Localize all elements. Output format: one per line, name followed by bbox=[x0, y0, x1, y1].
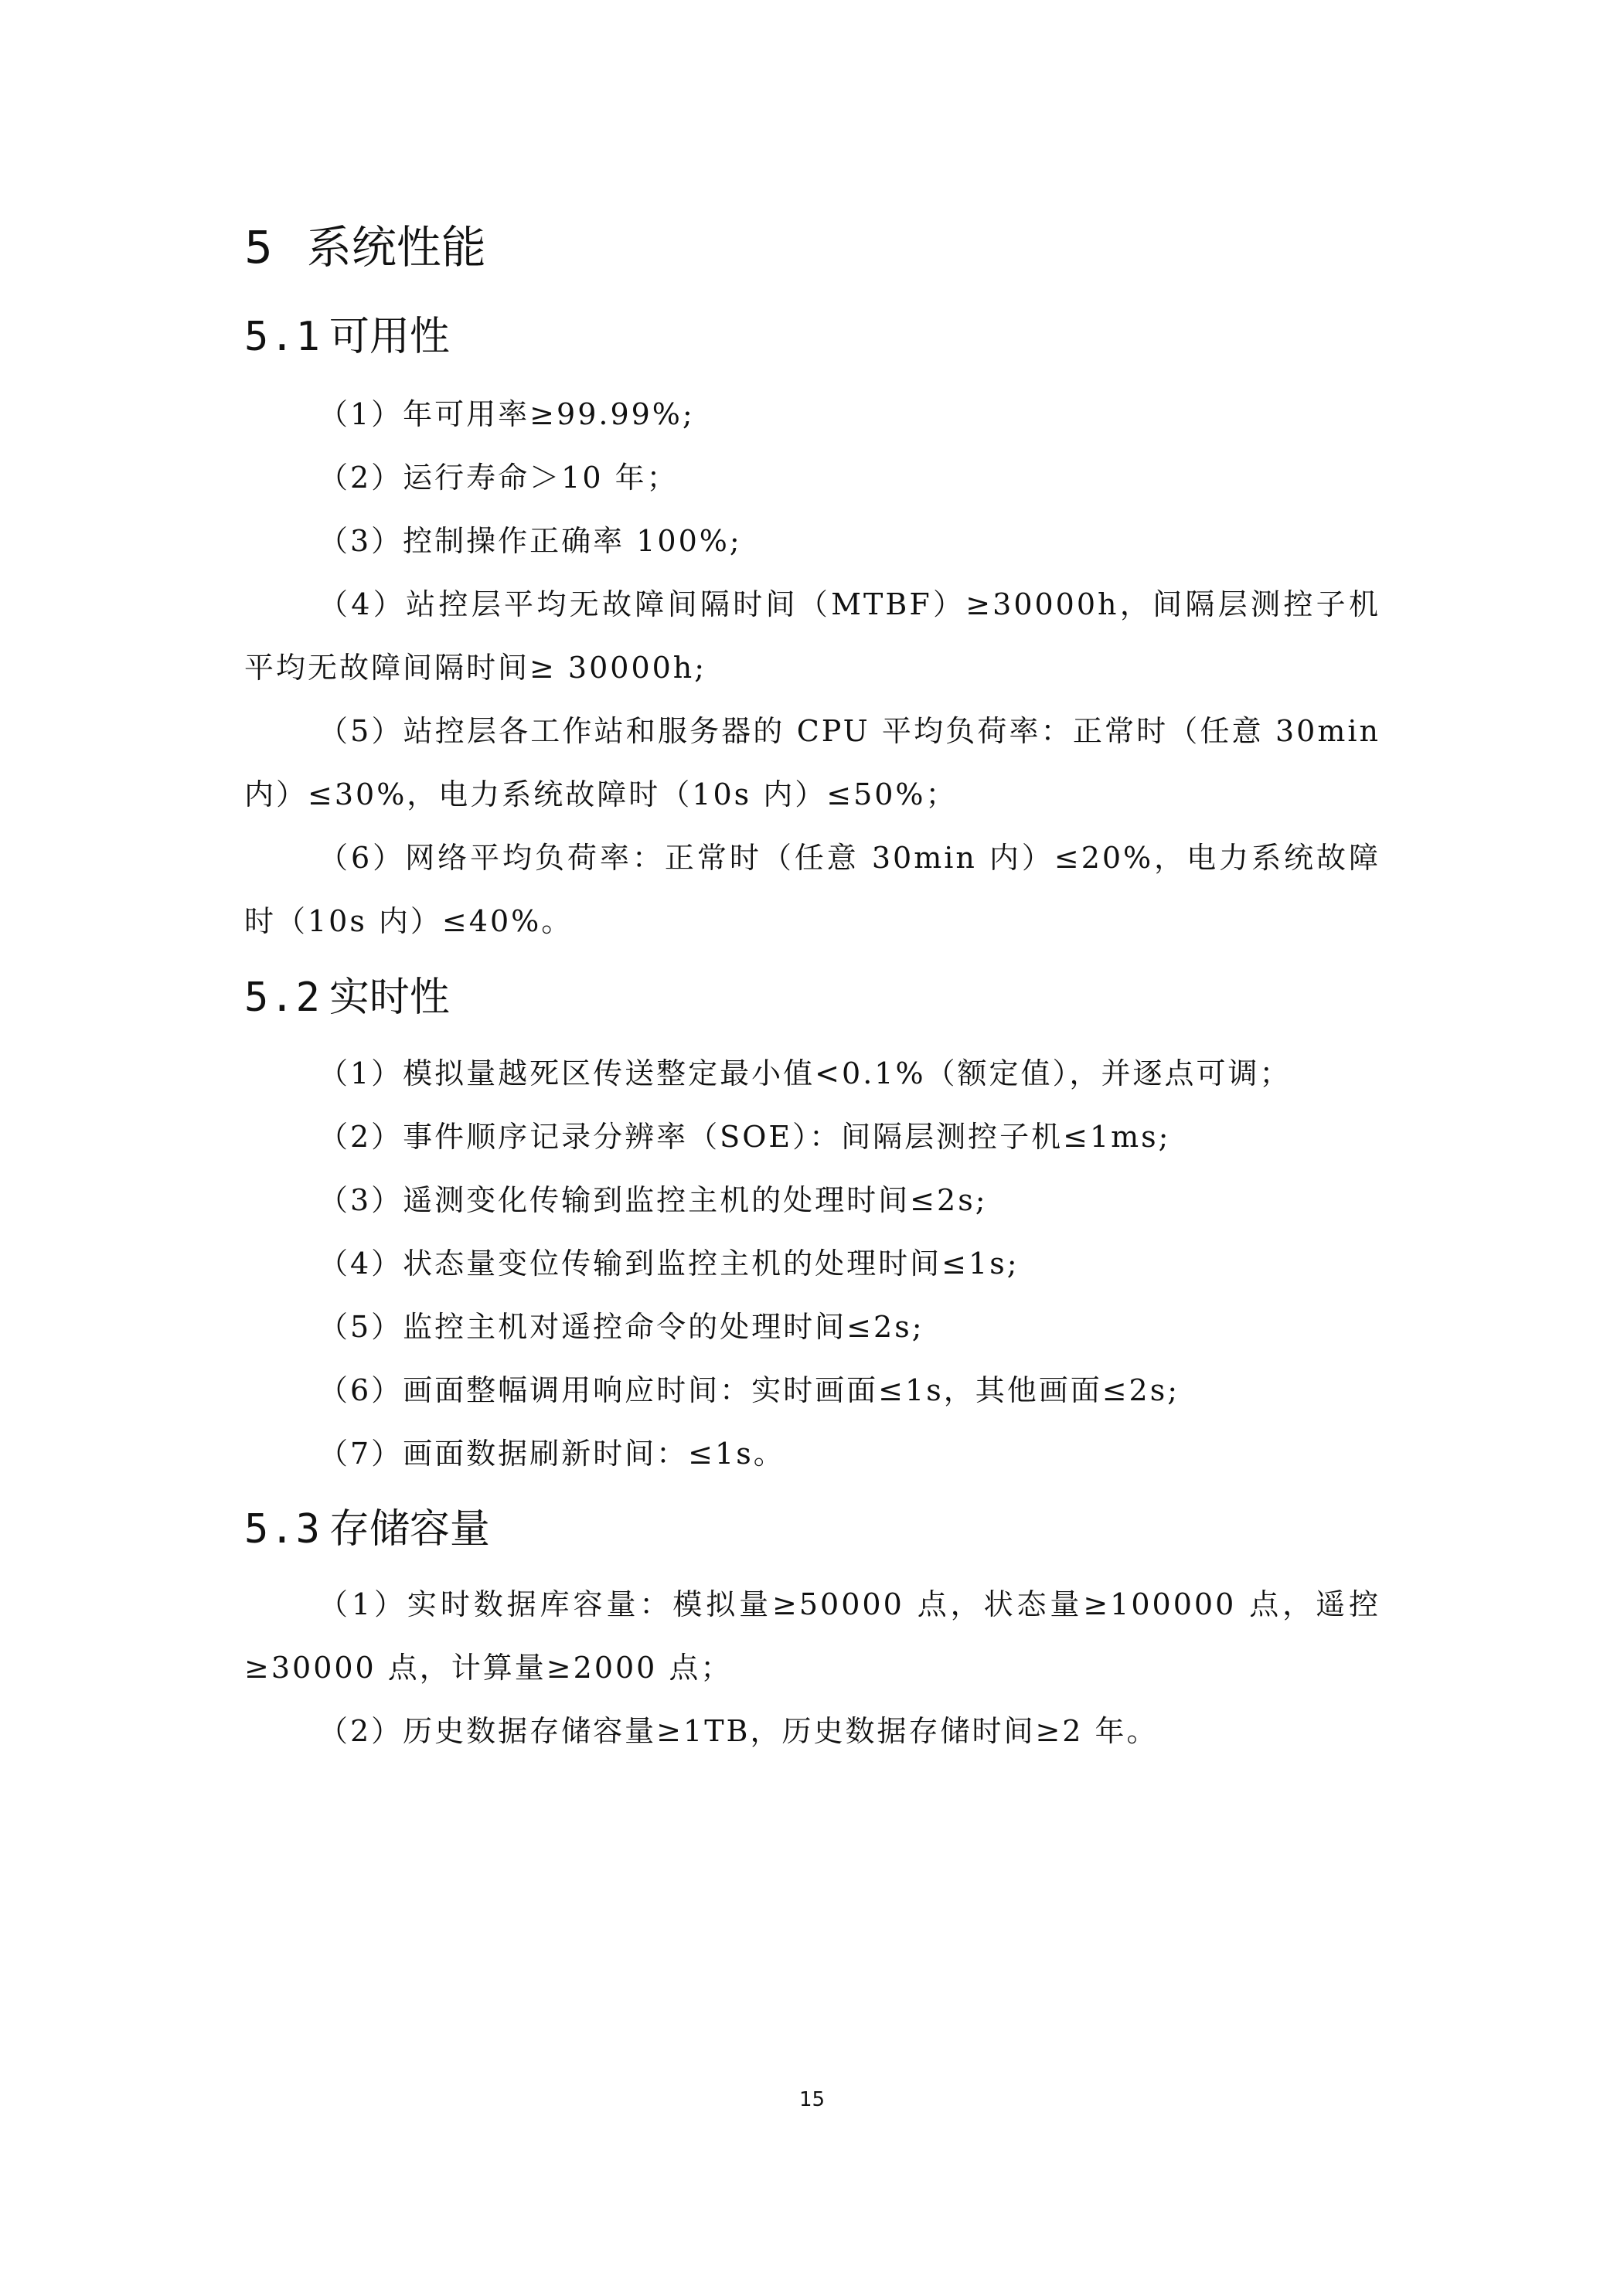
list-item: （5）站控层各工作站和服务器的 CPU 平均负荷率：正常时（任意 30min 内）≤30%，电力系统故障时（10s 内）≤50%； bbox=[244, 714, 1381, 811]
list-item: （3）控制操作正确率 100%; bbox=[318, 524, 742, 558]
page-number: 15 bbox=[798, 2088, 826, 2111]
list-item: （6）网络平均负荷率：正常时（任意 30min 内）≤20%，电力系统故障时（10s 内）≤40%。 bbox=[244, 841, 1381, 938]
list-item: （1）实时数据库容量：模拟量≥50000 点，状态量≥100000 点，遥控≥30000 点，计算量≥2000 点； bbox=[244, 1587, 1381, 1685]
list-item: （1）模拟量越死区传送整定最小值<0.1%（额定值），并逐点可调； bbox=[318, 1056, 1292, 1090]
section-title: 实时性 bbox=[329, 975, 450, 1021]
list-item: （2）事件顺序记录分辨率（SOE）：间隔层测控子机≤1ms; bbox=[318, 1120, 1171, 1154]
list-item: （5）监控主机对遥控命令的处理时间≤2s; bbox=[318, 1310, 924, 1344]
section-heading-storage bbox=[244, 1502, 490, 1557]
chapter-title: 系统性能 bbox=[306, 221, 486, 274]
section-title: 存储容量 bbox=[329, 1506, 490, 1553]
section-number: 5.2 bbox=[244, 975, 322, 1021]
section-heading-realtime bbox=[244, 970, 450, 1026]
chapter-number: 5 bbox=[244, 221, 273, 274]
list-item: （3）遥测变化传输到监控主机的处理时间≤2s; bbox=[318, 1183, 988, 1217]
section-number: 5.1 bbox=[244, 314, 322, 360]
list-item: （6）画面整幅调用响应时间：实时画面≤1s，其他画面≤2s; bbox=[318, 1373, 1180, 1407]
list-item: （4）状态量变位传输到监控主机的处理时间≤1s; bbox=[318, 1247, 1020, 1281]
list-item: （7）画面数据刷新时间：≤1s。 bbox=[318, 1437, 785, 1471]
list-item: （2）历史数据存储容量≥1TB，历史数据存储时间≥2 年。 bbox=[318, 1714, 1159, 1748]
chapter-heading bbox=[244, 216, 486, 278]
list-item: （1）年可用率≥99.99%; bbox=[318, 397, 695, 431]
section-number: 5.3 bbox=[244, 1506, 322, 1553]
section-title: 可用性 bbox=[329, 314, 450, 360]
section-heading-availability bbox=[244, 309, 450, 365]
list-item: （2）运行寿命＞10 年； bbox=[318, 461, 679, 495]
list-item: （4）站控层平均无故障间隔时间（MTBF）≥30000h，间隔层测控子机平均无故障间隔时间≥ 30000h; bbox=[244, 587, 1381, 685]
